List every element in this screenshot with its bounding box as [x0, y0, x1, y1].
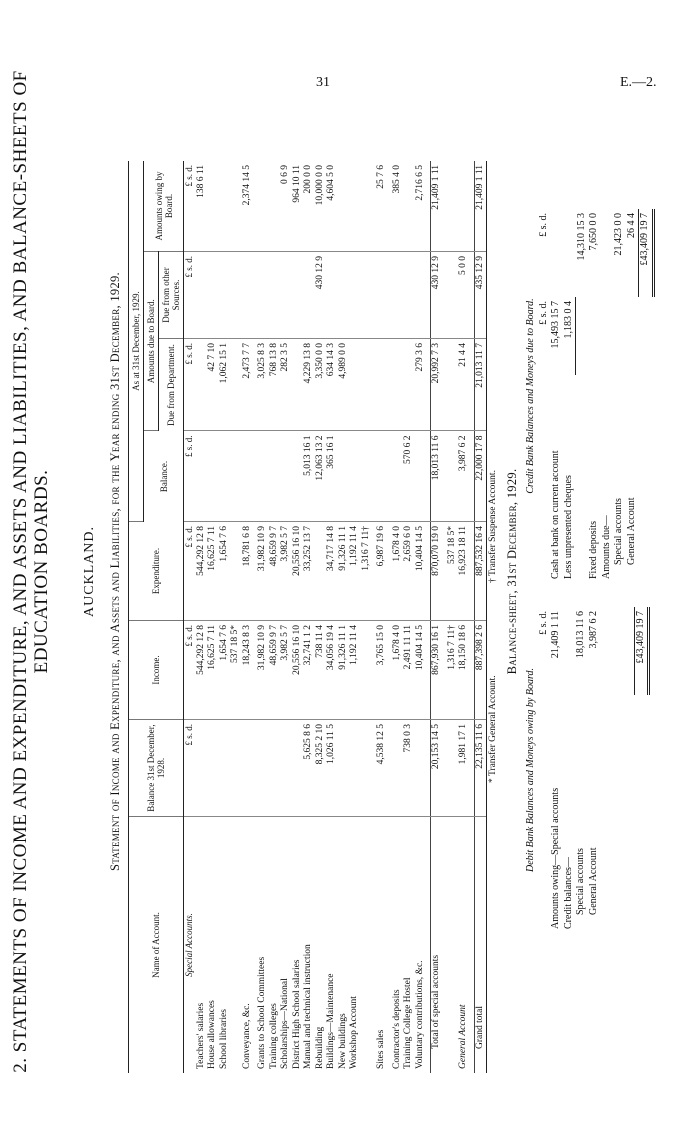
footnote-star: * Transfer General Account.: [488, 675, 498, 783]
due-from-department: 282 3 5: [280, 339, 292, 432]
credit-side: [525, 209, 655, 583]
amounts-owing: 21,409 1 11: [474, 161, 487, 252]
amounts-owing: 4,604 5 0: [326, 161, 338, 252]
due-from-other: [415, 252, 427, 339]
credit-label: Less unpresented cheques: [562, 475, 574, 579]
expenditure: 870,070 19 0: [431, 522, 443, 621]
general-exp-line: 537 18 5*: [446, 526, 457, 564]
units-label: £ s. d.: [184, 339, 196, 432]
due-from-other: [207, 252, 219, 339]
units-label: £ s. d.: [184, 621, 196, 720]
expenditure: 48,659 9 7: [269, 522, 281, 621]
expenditure: 34,717 14 8: [326, 522, 338, 621]
expenditure: [447, 522, 470, 621]
col-as-at-header: As at 31st December, 1929.: [129, 161, 144, 522]
col-owing-header: Amounts owing by Board.: [144, 161, 184, 252]
account-name: Workshop Account: [349, 996, 359, 1069]
income: [361, 621, 373, 720]
table-row: [303, 161, 315, 1073]
due-from-other: [292, 252, 304, 339]
credit-value-b: [550, 209, 563, 297]
debit-title: Debit Bank Balances and Moneys owing by Board.: [525, 667, 536, 873]
income: 3,982 5 7: [280, 621, 292, 720]
credit-label: Special accounts: [613, 498, 624, 565]
amounts-owing: [257, 161, 269, 252]
amounts-owing: [207, 161, 219, 252]
col-expenditure-header: Expenditure.: [129, 522, 184, 621]
amounts-owing: [349, 161, 361, 252]
credit-value-a: 1,183 0 4: [563, 297, 576, 375]
balance-1928: 1,026 11 5: [326, 720, 338, 817]
table-row: [392, 161, 404, 1073]
credit-value-a: [601, 297, 614, 375]
amounts-owing: [447, 161, 470, 252]
income: 34,056 19 4: [326, 621, 338, 720]
credit-label: Amounts due—: [600, 515, 612, 579]
special-accounts-heading: Special Accounts.: [184, 913, 194, 977]
due-from-other: [280, 252, 292, 339]
table-row: [415, 161, 427, 1073]
table-row: [242, 161, 254, 1073]
balance: [242, 431, 254, 522]
credit-label: Cash at bank on current account: [550, 450, 561, 579]
col-due-to-board-header: Amounts due to Board.: [144, 252, 159, 432]
balance: 570 6 2: [403, 431, 415, 522]
income-expenditure-table: [128, 161, 487, 1073]
table-row: [207, 161, 219, 1073]
due-from-department: 21 4 4: [447, 339, 470, 432]
expenditure: 18,781 6 8: [242, 522, 254, 621]
debit-total: £43,409 19 7: [634, 607, 649, 695]
due-from-department: 279 3 6: [415, 339, 427, 432]
debit-units: £ s. d.: [537, 611, 549, 635]
balance: [219, 431, 231, 522]
due-from-other: 435 12 9: [474, 252, 487, 339]
balance-1928: [392, 720, 404, 817]
balance-1928: 738 0 3: [403, 720, 415, 817]
income: 48,659 9 7: [269, 621, 281, 720]
due-from-department: 4,989 0 0: [338, 339, 350, 432]
account-name: [230, 817, 242, 1074]
credit-units: £ s. d.: [537, 301, 549, 325]
credit-value-a: [613, 297, 626, 375]
expenditure: 887,532 16 4: [474, 522, 487, 621]
account-name: General Account: [458, 1004, 468, 1069]
income: [447, 621, 470, 720]
debit-label: General Account: [587, 847, 599, 915]
table-row: [269, 161, 281, 1073]
income: 32,741 1 2: [303, 621, 315, 720]
balance: [196, 431, 208, 522]
expenditure: [315, 522, 327, 621]
income: 10,404 14 5: [415, 621, 427, 720]
amounts-owing: [219, 161, 231, 252]
units-label: £ s. d.: [184, 720, 196, 817]
income: 1,654 7 6: [219, 621, 231, 720]
balance: [338, 431, 350, 522]
account-name: Training College Hostel: [403, 977, 413, 1069]
credit-value-a: 15,493 15 7: [550, 301, 561, 349]
expenditure: 91,326 11 1: [338, 522, 350, 621]
due-from-other: 430 12 9: [315, 252, 327, 339]
debit-value: 3,987 6 2: [587, 611, 599, 649]
table-row: [326, 161, 338, 1073]
credit-label: General Account: [625, 497, 637, 565]
expenditure: 1,316 7 11†: [361, 522, 373, 621]
amounts-owing: 964 10 11: [292, 161, 304, 252]
debit-value: 21,409 1 11: [550, 611, 561, 659]
amounts-owing: 138 6 11: [196, 161, 208, 252]
credit-value-a: [588, 297, 601, 375]
account-name: Conveyance, &c.: [241, 1003, 252, 1069]
general-account-row: [447, 161, 470, 1073]
debit-value: 18,013 11 6: [575, 611, 586, 659]
table-row: [315, 161, 327, 1073]
amounts-owing: 25 7 6: [376, 161, 388, 252]
account-name: School libraries: [218, 1009, 229, 1069]
debit-table: [538, 607, 651, 933]
expenditure: 2,659 6 0: [403, 522, 415, 621]
due-from-other: [338, 252, 350, 339]
balance-1928: [280, 720, 292, 817]
due-from-department: 634 14 3: [326, 339, 338, 432]
expenditure: 1,678 4 0: [392, 522, 404, 621]
table-row: [219, 161, 231, 1073]
due-from-other: [219, 252, 231, 339]
credit-value-a: [626, 297, 639, 375]
table-row: [257, 161, 269, 1073]
income: 537 18 5*: [230, 621, 242, 720]
due-from-department: [196, 339, 208, 432]
due-from-department: [230, 339, 242, 432]
balance: [392, 431, 404, 522]
balance-1928: [269, 720, 281, 817]
account-name: Buildings—Maintenance: [326, 973, 336, 1069]
table-row: [230, 161, 242, 1073]
due-from-other: [392, 252, 404, 339]
due-from-department: 4,229 13 8: [303, 339, 315, 432]
amounts-owing: [403, 161, 415, 252]
balance-1928: [415, 720, 427, 817]
general-exp2-line: 16,923 18 11: [458, 526, 468, 576]
expenditure: 10,404 14 5: [415, 522, 427, 621]
amounts-owing: [361, 161, 373, 252]
amounts-owing: [269, 161, 281, 252]
account-name: [361, 817, 373, 1074]
account-name: Manual and technical instruction: [303, 944, 313, 1069]
board-name: AUCKLAND.: [82, 525, 97, 618]
credit-value-b: 14,310 15 3: [575, 213, 587, 261]
page-reference: E.—2.: [620, 75, 657, 90]
expenditure: 1,654 7 6: [219, 522, 231, 621]
balance: 18,013 11 6: [431, 431, 443, 522]
credit-value-b: 7,650 0 0: [588, 213, 599, 251]
due-from-department: 20,992 7 3: [431, 339, 443, 432]
balance-1928: [207, 720, 219, 817]
balance: 3,987 6 2: [447, 431, 470, 522]
account-name: Rebuilding: [314, 1026, 325, 1069]
amounts-owing: 0 6 9: [280, 161, 292, 252]
balance: [280, 431, 292, 522]
expenditure: 33,252 13 7: [303, 522, 315, 621]
credit-table: [538, 209, 655, 583]
expenditure: 544,292 12 8: [196, 522, 208, 621]
amounts-owing: [338, 161, 350, 252]
income: 91,326 11 1: [338, 621, 350, 720]
amounts-owing: [230, 161, 242, 252]
balance: [376, 431, 388, 522]
income: 1,192 11 4: [349, 621, 361, 720]
expenditure: 3,982 5 7: [280, 522, 292, 621]
due-from-other: 430 12 9: [431, 252, 443, 339]
due-from-other: [349, 252, 361, 339]
account-name: Sites sales: [376, 1029, 386, 1069]
balance: [207, 431, 219, 522]
col-income-header: Income.: [129, 621, 184, 720]
income: 20,556 16 10: [292, 621, 304, 720]
total-special-row: [431, 161, 443, 1073]
amounts-owing: 21,409 1 11: [431, 161, 443, 252]
due-from-other: [303, 252, 315, 339]
grand-total-row: [474, 161, 487, 1073]
footnote-dagger: † Transfer Suspense Account.: [488, 470, 498, 583]
general-inc-line: 1,316 7 11†: [446, 625, 457, 670]
account-name: Teachers' salaries: [195, 1002, 206, 1069]
income: 738 11 4: [315, 621, 327, 720]
income: 1,678 4 0: [392, 621, 404, 720]
credit-value-a: [576, 297, 589, 375]
due-from-other: [361, 252, 373, 339]
balance-1928: [361, 720, 373, 817]
balance-1928: 1,981 17 1: [447, 720, 470, 817]
balance: 5,013 16 1: [303, 431, 315, 522]
income: 887,398 2 6: [474, 621, 487, 720]
due-from-other: [257, 252, 269, 339]
due-from-department: 2,473 7 7: [242, 339, 254, 432]
balance-1928: 20,153 14 5: [431, 720, 443, 817]
account-name: House allowances: [207, 1000, 217, 1069]
expenditure: 1,192 11 4: [349, 522, 361, 621]
amounts-owing: 2,374 14 5: [242, 161, 254, 252]
account-name: District High School salaries: [291, 959, 302, 1069]
balance: [415, 431, 427, 522]
due-from-other: [196, 252, 208, 339]
col-name-header: Name of Account.: [129, 817, 184, 1074]
balance: [257, 431, 269, 522]
balance-1928: [257, 720, 269, 817]
balance-1928: [219, 720, 231, 817]
account-name: New buildings: [337, 1013, 348, 1069]
due-from-department: [376, 339, 388, 432]
expenditure: 6,987 19 6: [376, 522, 388, 621]
debit-side: [525, 607, 650, 933]
balance-1928: 8,325 2 10: [315, 720, 327, 817]
col-balance-header: Balance.: [144, 431, 184, 522]
balance-1928: [349, 720, 361, 817]
statement-title: Statement of Income and Expenditure, and Assets and Liabilities, for the Year ending 31st December, 1929.: [108, 272, 122, 871]
account-name: Grants to School Committees: [257, 956, 267, 1069]
table-row: [403, 161, 415, 1073]
debit-label: Credit balances—: [562, 857, 574, 929]
due-from-department: 1,062 15 1: [219, 339, 231, 432]
account-name: Grand total: [474, 817, 487, 1074]
due-from-department: 768 13 8: [269, 339, 281, 432]
table-row: [338, 161, 350, 1073]
balance-1928: 22,135 11 6: [474, 720, 487, 817]
balance-1928: [292, 720, 304, 817]
debit-label: Amounts owing—Special accounts: [550, 787, 561, 929]
credit-value-b: 26 4 4: [625, 213, 637, 238]
due-from-department: 21,013 11 7: [474, 339, 487, 432]
due-from-department: [292, 339, 304, 432]
document-title: 2. STATEMENTS OF INCOME AND EXPENDITURE, AND ASSETS AND LIABILITIES, AND BALANCE-SHEETS OF EDUCATION BOARDS.: [10, 70, 52, 1073]
income: 2,491 11 11: [403, 621, 415, 720]
due-from-other: [403, 252, 415, 339]
balance: [349, 431, 361, 522]
amounts-owing: 2,716 6 5: [415, 161, 427, 252]
debit-value: [563, 607, 576, 695]
due-from-department: 3,350 0 0: [315, 339, 327, 432]
account-name: Contractor's deposits: [391, 989, 402, 1069]
expenditure: 16,625 7 11: [207, 522, 219, 621]
balance: 365 16 1: [326, 431, 338, 522]
due-from-department: [392, 339, 404, 432]
income: 31,982 10 9: [257, 621, 269, 720]
balance: [230, 431, 242, 522]
account-name: Scholarships—National: [280, 978, 290, 1069]
table-row: [292, 161, 304, 1073]
credit-total: £43,409 19 7: [639, 209, 654, 297]
col-balance-1928-header: Balance 31st December, 1928.: [129, 720, 184, 817]
units-label: £ s. d.: [184, 252, 196, 339]
income: 544,292 12 8: [196, 621, 208, 720]
account-name: Total of special accounts: [431, 817, 443, 1074]
income: 18,243 8 3: [242, 621, 254, 720]
account-name: Training colleges: [268, 1003, 279, 1069]
balance: [361, 431, 373, 522]
income: 16,625 7 11: [207, 621, 219, 720]
col-due-dept-header: Due from Department.: [159, 339, 184, 432]
due-from-department: [403, 339, 415, 432]
table-body: [184, 161, 487, 1073]
expenditure: [230, 522, 242, 621]
page-number: 31: [316, 75, 330, 90]
due-from-department: 3,025 8 3: [257, 339, 269, 432]
table-row: [349, 161, 361, 1073]
due-from-department: [361, 339, 373, 432]
balance-1928: [338, 720, 350, 817]
balance-1928: [196, 720, 208, 817]
table-row: [196, 161, 208, 1073]
credit-value-b: 21,423 0 0: [613, 213, 624, 256]
due-from-other: [269, 252, 281, 339]
credit-value-b: [601, 209, 614, 297]
due-from-department: [349, 339, 361, 432]
credit-label: Fixed deposits: [588, 520, 599, 579]
balance-1928: 4,538 12 5: [376, 720, 388, 817]
expenditure: 31,982 10 9: [257, 522, 269, 621]
debit-label: Special accounts: [575, 848, 586, 915]
table-row: [376, 161, 388, 1073]
credit-label: [576, 375, 589, 583]
units-label: £ s. d.: [184, 431, 196, 522]
credit-value-b: [563, 209, 576, 297]
balance-1928: [230, 720, 242, 817]
balance-1928: 5,625 8 6: [303, 720, 315, 817]
amounts-owing: 385 4 0: [392, 161, 404, 252]
balance: 12,063 13 2: [315, 431, 327, 522]
balance: [269, 431, 281, 522]
balance-1928: [242, 720, 254, 817]
general-inc2-line: 18,150 18 6: [458, 625, 468, 671]
due-from-other: [376, 252, 388, 339]
account-name: Voluntary contributions, &c.: [414, 960, 425, 1069]
due-from-department: 42 7 10: [207, 339, 219, 432]
balance: 22,000 17 8: [474, 431, 487, 522]
credit-title: Credit Bank Balances and Moneys due to Board.: [525, 298, 536, 494]
units-label: £ s. d.: [184, 522, 196, 621]
units-label: £ s. d.: [184, 161, 196, 252]
amounts-owing: 10,000 0 0: [315, 161, 327, 252]
balance-sheet-title: Balance-sheet, 31st December, 1929.: [505, 468, 519, 675]
income: 867,930 16 1: [431, 621, 443, 720]
due-from-other: 5 0 0: [447, 252, 470, 339]
col-due-other-header: Due from other Sources.: [159, 252, 184, 339]
table-row: [280, 161, 292, 1073]
amounts-owing: 200 0 0: [303, 161, 315, 252]
balance: [292, 431, 304, 522]
table-row: [361, 161, 373, 1073]
expenditure: 20,556 16 10: [292, 522, 304, 621]
due-from-other: [242, 252, 254, 339]
due-from-other: [230, 252, 242, 339]
due-from-other: [326, 252, 338, 339]
credit-units: £ s. d.: [537, 213, 549, 237]
income: 3,765 15 0: [376, 621, 388, 720]
